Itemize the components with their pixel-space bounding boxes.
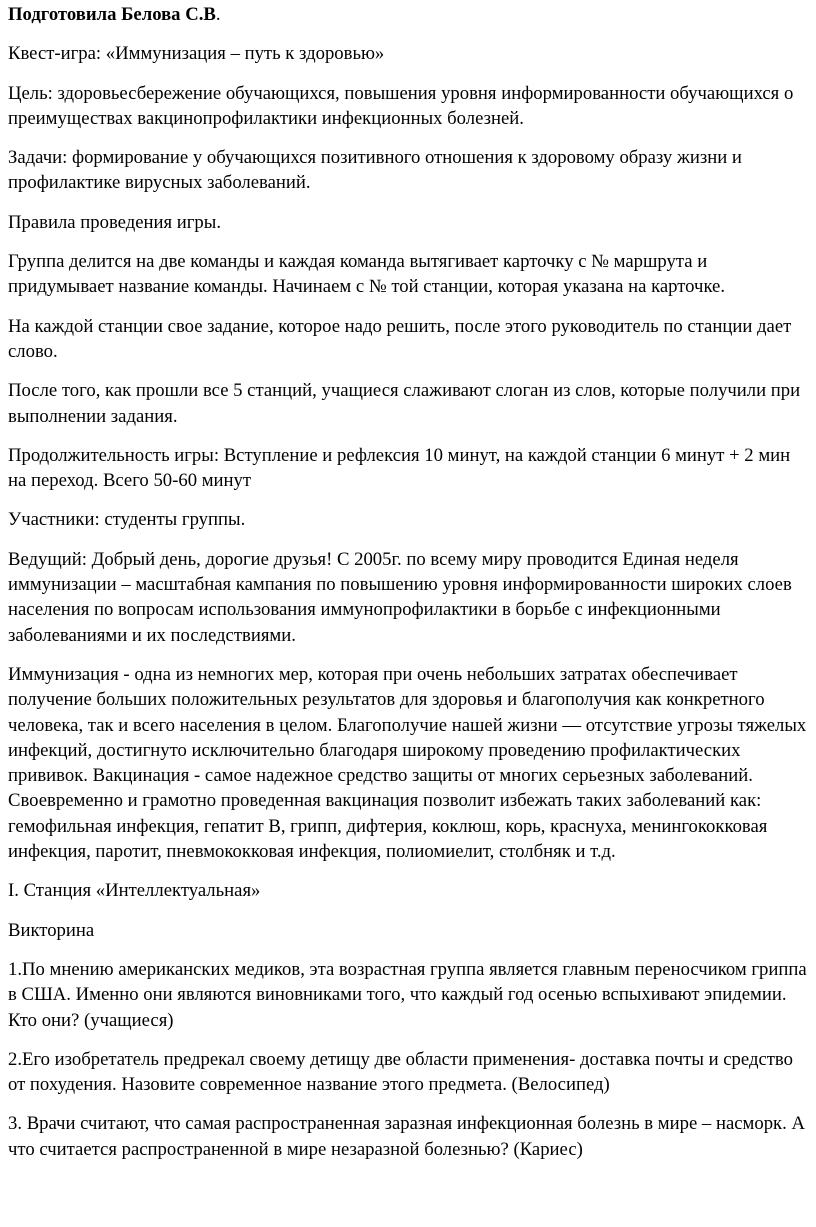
station-heading: I. Станция «Интеллектуальная» (8, 880, 261, 902)
quiz-heading: Викторина (8, 919, 95, 941)
rules-teams-paragraph: Группа делится на две команды и каждая команда вытягивает карточку с № маршрута и придумывает название команды. Начинаем с № той станции, которая указана на карточке. (8, 251, 726, 298)
author-line (8, 2, 808, 27)
goal-paragraph: Цель: здоровьесбережение обучающихся, повышения уровня информированности обучающихся о преимуществах вакцинопрофилактики инфекционных болезней. (8, 82, 794, 129)
quest-title: Квест-игра: «Иммунизация – путь к здоровью» (8, 43, 385, 65)
tasks-paragraph: Задачи: формирование у обучающихся позитивного отношения к здоровому образу жизни и профилактике вирусных заболеваний. (8, 147, 742, 194)
quiz-question-2: 2.Его изобретатель предрекал своему детищу две области применения- доставка почты и средство от похудения. Назовите современное название этого предмета. (Велосипед) (8, 1048, 793, 1096)
rules-heading: Правила проведения игры. (8, 211, 222, 233)
author-name: Подготовила Белова С.В (8, 4, 216, 25)
author-line-tail: . (215, 4, 221, 25)
rules-stations-paragraph: На каждой станции свое задание, которое надо решить, после этого руководитель по станции дает слово. (8, 315, 792, 362)
participants-paragraph: Участники: студенты группы. (8, 509, 246, 531)
host-intro-paragraph: Ведущий: Добрый день, дорогие друзья! С 2005г. по всему миру проводится Единая неделя иммунизации – масштабная кампания по повышению уровня информированности широких слоев населения по вопросам использования иммунопрофилактики в борьбе с инфекционными заболеваниями и их последствиями. (8, 548, 792, 646)
rules-slogan-paragraph: После того, как прошли все 5 станций, учащиеся слаживают слоган из слов, которые получили при выполнении задания. (8, 380, 801, 427)
quiz-question-1: 1.По мнению американских медиков, эта возрастная группа является главным переносчиком гриппа в США. Именно они являются виновниками того, что каждый год осенью вспыхивают эпидемии. Кто они? (учащиеся) (8, 958, 807, 1031)
duration-paragraph: Продолжительность игры: Вступление и рефлексия 10 минут, на каждой станции 6 минут + 2 мин на переход. Всего 50-60 минут (8, 444, 791, 492)
quiz-question-3: 3. Врачи считают, что самая распространенная заразная инфекционная болезнь в мире – насморк. А что считается распространенной в мире незаразной болезнью? (Кариес) (8, 1113, 805, 1160)
immunization-paragraph: Иммунизация - одна из немногих мер, которая при очень небольших затратах обеспечивает получение больших положительных результатов для здоровья и благополучия как конкретного человека, так и всего населения в целом. Благополучие нашей жизни — отсутствие угрозы тяжелых инфекций, достигнуто исключительно благодаря широкому проведению профилактических прививок. Вакцинация - самое надежное средство защиты от многих серьезных заболеваний. Своевременно и грамотно проведенная вакцинация позволит избежать таких заболеваний как: гемофильная инфекция, гепатит В, грипп, дифтерия, коклюш, корь, краснуха, менингококковая инфекция, паротит, пневмококковая инфекция, полиомиелит, столбняк и т.д. (8, 663, 807, 863)
